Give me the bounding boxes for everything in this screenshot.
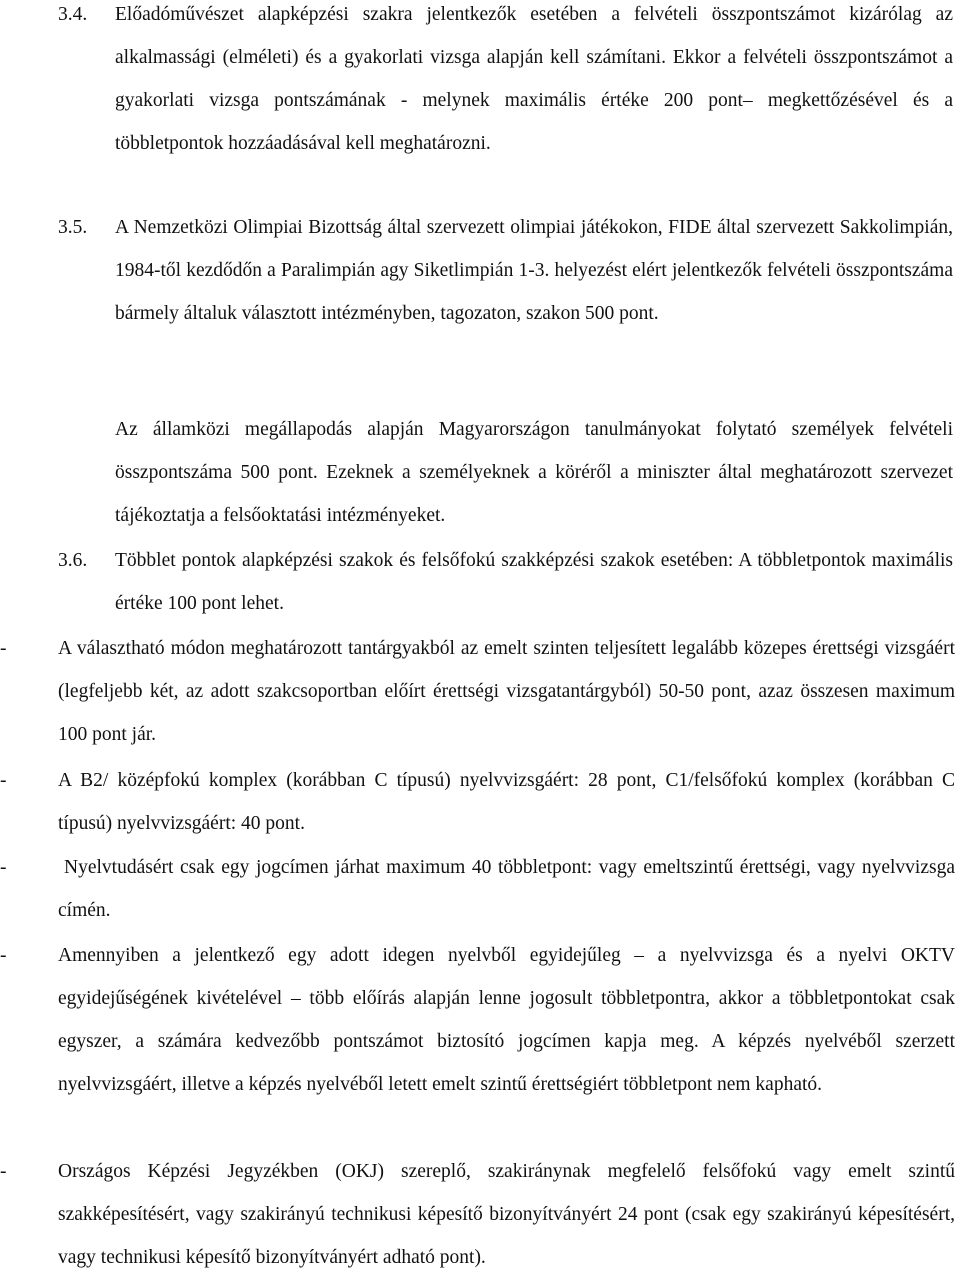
section-interstate-agreement [115,408,953,537]
bullet-item [0,1150,955,1279]
section-text: Előadóművészet alapképzési szakra jelentkezők esetében a felvételi összpontszámot kizárólag az alkalmassági (elméleti) és a gyakorlati vizsga alapján kell számítani. Ekkor a felvételi összpontszámot a gyakorlati vizsga pontszámának - melynek maximális értéke 200 pont– megkettőzésével és a többletpontok hozzáadásával kell meghatározni. [115,4,953,154]
bullet-item [0,627,955,756]
bullet-text: Amennyiben a jelentkező egy adott idegen nyelvből egyidejűleg – a nyelvvizsga és a nyelvi OKTV egyidejűségének kivételével – több előírás alapján lenne jogosult többletpontra, akkor a többletpontokat csak egyszer, a számára kedvezőbb pontszámot biztosító jogcímen kapja meg. A képzés nyelvéből szerzett nyelvvizsgáért, illetve a képzés nyelvéből letett emelt szintű érettségiért többletpont nem kapható. [58,945,955,1095]
bullet-marker: - [0,638,7,659]
bullet-marker: - [0,1161,7,1182]
bullet-text: A B2/ középfokú komplex (korábban C típusú) nyelvvizsgáért: 28 pont, C1/felsőfokú komplex (korábban C típusú) nyelvvizsgáért: 40 pont. [58,770,955,834]
bullet-item [0,934,955,1106]
section-text: Többlet pontok alapképzési szakok és felsőfokú szakképzési szakok esetében: A többletpontok maximális értéke 100 pont lehet. [115,550,953,614]
section-3-6 [58,539,953,625]
section-3-5 [58,206,953,335]
section-text: Az államközi megállapodás alapján Magyarországon tanulmányokat folytató személyek felvételi összpontszáma 500 pont. Ezeknek a személyeknek a köréről a miniszter által meghatározott szervezet tájékoztatja a felsőoktatási intézményeket. [115,419,953,526]
section-3-4 [58,0,953,165]
section-number: 3.5. [58,217,88,238]
bullet-item [0,846,955,932]
bullet-marker: - [0,945,7,966]
bullet-item [0,759,955,845]
section-number: 3.6. [58,550,88,571]
bullet-text: A választható módon meghatározott tantárgyakból az emelt szinten teljesített legalább közepes érettségi vizsgáért (legfeljebb két, az adott szakcsoportban előírt érettségi vizsgatantárgyból) 50-50 pont, azaz összesen maximum 100 pont jár. [58,638,955,745]
bullet-marker: - [0,770,7,791]
section-number: 3.4. [58,4,88,25]
section-text: A Nemzetközi Olimpiai Bizottság által szervezett olimpiai játékokon, FIDE által szervezett Sakkolimpián, 1984-től kezdődőn a Paralimpián agy Siketlimpián 1-3. helyezést elért jelentkezők felvételi összpontszáma bármely általuk választott intézményben, tagozaton, szakon 500 pont. [115,217,953,324]
bullet-text: Nyelvtudásért csak egy jogcímen járhat maximum 40 többletpont: vagy emeltszintű érettségi, vagy nyelvvizsga címén. [58,857,955,921]
bullet-marker: - [0,857,7,878]
bullet-text: Országos Képzési Jegyzékben (OKJ) szereplő, szakiránynak megfelelő felsőfokú vagy emelt szintű szakképesítésért, vagy szakirányú technikusi képesítő bizonyítványért 24 pont (csak egy szakirányú képesítésért, vagy technikusi képesítő bizonyítványért adható pont). [58,1161,955,1268]
